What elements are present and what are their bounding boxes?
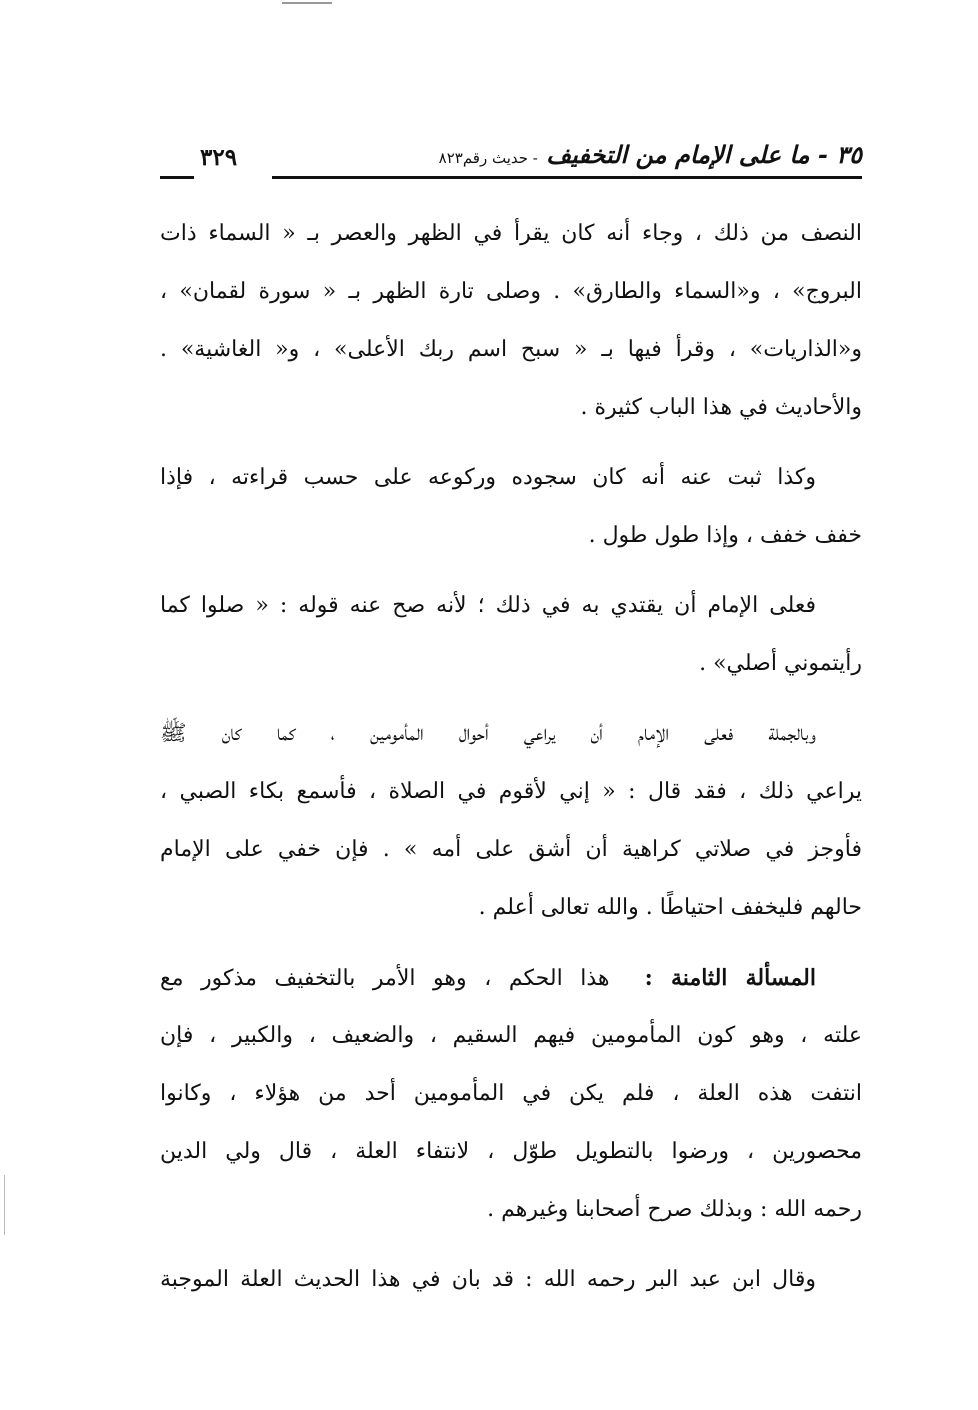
text-line: البروج» ، و«السماء والطارق» . وصلى تارة الظهر بـ « سورة لقمان» ، (160, 279, 862, 304)
hadith-number: - حديث رقم٨٢٣ (438, 149, 538, 167)
text-line: رحمه الله : وبذلك صرح أصحابنا وغيرهم . (487, 1197, 862, 1222)
page-top-mark (282, 2, 332, 4)
chapter-title: ٣٥ - ما على الإمام من التخفيف (546, 140, 862, 169)
text-line: والأحاديث في هذا الباب كثيرة . (580, 395, 862, 420)
issue-heading: المسألة الثامنة : (644, 965, 816, 991)
page-number: ٣٢٩ (200, 144, 238, 171)
margin-dots (4, 1175, 5, 1235)
text-line: وكذا ثبت عنه أنه كان سجوده وركوعه على حسب قراءته ، فإذا (160, 465, 816, 490)
header-rule-short (160, 176, 194, 179)
text-line: و«الذاريات» ، وقرأ فيها بـ « سبح اسم ربك الأعلى» ، و« الغاشية» . (160, 337, 862, 362)
page-header (160, 140, 862, 182)
body-text (160, 205, 862, 1309)
text-line: رأيتموني أصلي» . (699, 651, 862, 676)
text-line: فأوجز في صلاتي كراهية أن أشق على أمه » . فإن خفي على الإمام (160, 837, 862, 862)
text-line: علته ، وهو كون المأمومين فيهم السقيم ، والضعيف ، والكبير ، فإن (160, 1023, 862, 1048)
text-line: وقال ابن عبد البر رحمه الله : قد بان في هذا الحديث العلة الموجبة (160, 1267, 816, 1292)
header-rule-long (272, 176, 862, 179)
text-line: خفف خفف ، وإذا طول طول . (588, 523, 862, 548)
text-line: وبالجملة فعلى الإمام أن يراعي أحوال المأمومين ، كما كان ﷺ (160, 721, 816, 746)
text-line: النصف من ذلك ، وجاء أنه كان يقرأ في الظهر والعصر بـ « السماء ذات (160, 221, 862, 246)
text-line: فعلى الإمام أن يقتدي به في ذلك ؛ لأنه صح عنه قوله : « صلوا كما (160, 593, 816, 618)
text-line: حالهم فليخفف احتياطًا . والله تعالى أعلم . (478, 895, 862, 920)
issue-line (160, 949, 862, 1007)
chapter-heading (439, 140, 862, 169)
text-line: يراعي ذلك ، فقد قال : « إني لأقوم في الصلاة ، فأسمع بكاء الصبي ، (160, 779, 862, 804)
text-line: محصورين ، ورضوا بالتطويل طوّل ، لانتفاء العلة ، قال ولي الدين (160, 1139, 862, 1164)
issue-text: هذا الحكم ، وهو الأمر بالتخفيف مذكور مع (160, 966, 610, 991)
text-line: انتفت هذه العلة ، فلم يكن في المأمومين أحد من هؤلاء ، وكانوا (160, 1081, 862, 1106)
